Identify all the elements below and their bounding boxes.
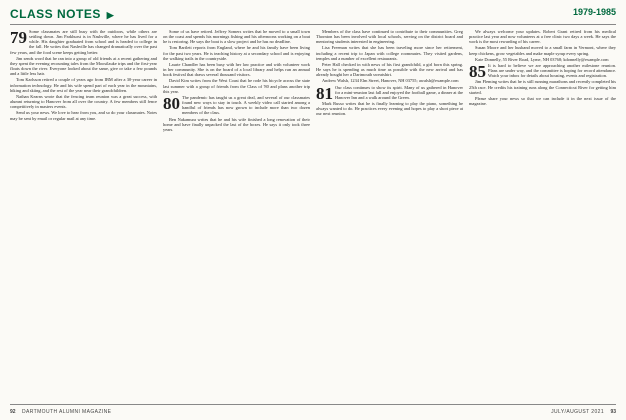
footer-rule [10,404,616,405]
class-note-paragraph [469,57,616,62]
class-note-paragraph [163,78,310,93]
class-note-paragraph [163,117,310,132]
class-note-text: Nathan Kearns wrote that the fencing team reunion was a great success, with alumni returning to Hanover from all over the country. A few members still fence competitively in masters events. [10,93,157,110]
class-note-paragraph [316,83,463,103]
class-note-paragraph [316,101,463,116]
class-note-text: Mark Russo writes that he is finally learning to play the piano, something he always wanted to do. He practices every evening and hopes to play a short piece at our next reunion. [316,101,463,117]
class-note-paragraph [10,77,157,92]
class-note-text: David Kim writes from the West Coast that he rode his bicycle across the state last summer with a group of friends from the Class of '80 and plans another trip this year. [163,78,310,94]
class-note-paragraph [163,95,310,116]
class-note-paragraph [469,79,616,94]
arrow-icon: ▶ [106,10,115,20]
class-note-text: Ben Nakamura writes that he and his wife finished a long renovation of their home and have finally unpacked the last of the boxes. He says it only took three years. [163,116,310,132]
class-note-paragraph [163,62,310,77]
class-note-paragraph [316,45,463,60]
class-note-paragraph [469,96,616,106]
class-note-paragraph [163,45,310,60]
class-note-text: Tom Karlsson retired a couple of years ago from IBM after a 30-year career in information technology. He and his wife spend part of each year in the mountains, hiking and skiing, and the rest of the year near their grandchildren. [10,77,157,93]
class-note-paragraph [469,61,616,81]
class-note-text: Some classmates are still busy with the outdoors, while others are settling down. Jim Parkhurst is in Nashville, where he has lived for a while. His daughter graduated from school and is headed to college in the fall. He writes that Nashville has changed dramatically over the past few years, and the food scene keeps getting better. [10,29,157,55]
header-rule [10,24,616,25]
page-number-right: 93 [610,409,616,415]
class-note-text: Some of us have retired. Jeffrey Somers writes that he moved to a small town on the coast and spends his mornings fishing and his afternoons working on a boat he is restoring. He says the boat is a slow project and he has no deadline. [163,29,310,45]
class-note-paragraph [163,29,310,44]
class-note-text: Kate Donnelly, 55 River Road, Lyme, NH 03768; kdonnelly@example.com [475,56,609,62]
class-note-paragraph [469,29,616,44]
column-1 [10,29,157,401]
year-range: 1979-1985 [572,7,616,17]
class-year-dropcap: 81 [316,83,333,103]
page-header [0,0,626,28]
column-4 [469,29,616,401]
section-title-text: CLASS NOTES [10,7,101,21]
class-year-dropcap: 79 [10,29,27,47]
column-3 [316,29,463,401]
class-note-paragraph [10,110,157,120]
class-note-text: Peter Hall checked in with news of his first grandchild, a girl born this spring. He says he is spending as much time as possible with the new arrival and has already bought her a Dartmouth sweatshirt. [316,61,463,78]
class-note-text: Andrew Walsh, 1234 Elm Street, Hanover, NH 03755; awalsh@example.com [322,78,459,84]
class-note-paragraph [316,78,463,83]
class-note-text: The pandemic has taught us a great deal, and several of our classmates found new ways to stay in touch. A weekly video call started among a handful of friends has now grown to include more than two dozen members of the class. [182,94,310,116]
class-year-dropcap: 85 [469,61,486,81]
class-note-text: Jim Fleming writes that he is still running marathons and recently completed his 25th race. He credits his training runs along the Connecticut River for getting him started. [469,79,616,95]
class-note-text: Lisa Freeman writes that she has been traveling more since her retirement, including a recent trip to Japan with college roommates. They visited gardens, temples and a number of excellent restaurants. [316,45,463,61]
class-note-text: Susan Moore and her husband moved to a small farm in Vermont, where they keep chickens, grow vegetables and make maple syrup every spring. [469,45,616,56]
class-note-text: Send us your news. We love to hear from you, and so do your classmates. Notes may be sent by email or regular mail at any time. [10,110,157,121]
class-note-text: It is hard to believe we are approaching another milestone reunion. Plans are under way, and the committee is hoping for record attendance. Watch your inbox for details about housing, events and registration. [488,62,616,79]
class-note-text: Tom Bartlett reports from England, where he and his family have been living for the past two years. He is teaching history at a secondary school and is enjoying the walking trails in the countryside. [163,45,310,61]
magazine-name: DARTMOUTH ALUMNI MAGAZINE [22,409,112,415]
class-note-paragraph [316,62,463,77]
class-note-text: Our class continues to show its spirit. Many of us gathered in Hanover for a mini-reunion last fall and enjoyed the football game, a dinner at the Hanover Inn and a walk around the Green. [335,84,463,100]
class-note-paragraph [316,29,463,44]
class-note-text: Please share your news so that we can include it in the next issue of the magazine. [469,95,616,107]
class-note-text: We always welcome your updates. Robert Grant retired from his medical practice last year and now volunteers at a free clinic two days a week. He says the work is the most rewarding of his career. [469,29,616,45]
column-2 [163,29,310,401]
page-footer [10,404,616,418]
class-note-paragraph [10,29,157,55]
class-note-paragraph [10,94,157,109]
page-number-left: 92 [10,409,16,415]
class-note-text: Members of the class have continued to contribute to their communities. Greg Thornton has been involved with local schools, serving on the district board and mentoring students interested in engineering. [316,29,463,45]
class-note-paragraph [469,45,616,55]
class-year-dropcap: 80 [163,93,180,113]
class-note-paragraph [10,56,157,77]
class-note-text: Laurie Chandler has been busy with her law practice and with volunteer work in her community. She is on the board of a local library and helps run an annual book festival that draws several thousand visitors. [163,61,310,78]
class-note-text: Jim sends word that he ran into a group of old friends at a recent gathering and they spent the evening recounting tales from the Moosilauke trips and the first-year floats down the river. Everyone looked about the same, give or take a few pounds and a little less hair. [10,55,157,77]
section-title [10,7,114,21]
issue-date: JULY/AUGUST 2021 [551,409,604,415]
